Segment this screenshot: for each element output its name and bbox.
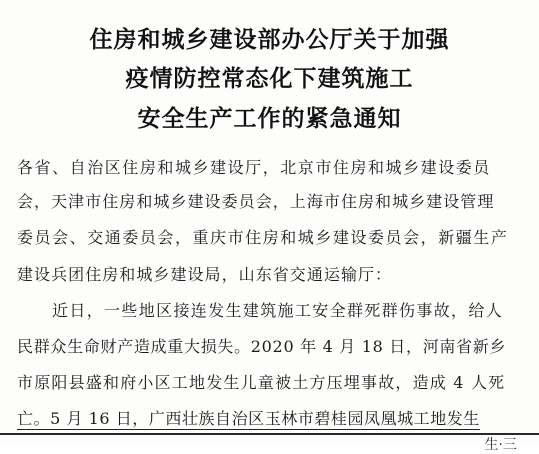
page-cut-rule bbox=[0, 433, 539, 435]
underlined-text: 亡。5 月 16 日，广西壮族自治区玉林市碧桂园凤凰城工地发生 bbox=[17, 409, 480, 428]
body-line-addressees-3: 委员会、交通委员会，重庆市住房和城乡建设委员会，新疆生产 bbox=[17, 228, 509, 247]
body-line-addressees-2: 会，天津市住房和城乡建设委员会，上海市住房和城乡建设管理 bbox=[17, 192, 495, 211]
body-line-addressees-4: 建设兵团住房和城乡建设局，山东省交通运输厅： bbox=[17, 265, 393, 284]
document-title-line-1: 住房和城乡建设部办公厅关于加强 bbox=[89, 27, 450, 53]
document-title-line-3: 安全生产工作的紧急通知 bbox=[137, 106, 402, 132]
body-paragraph-line-3: 市原阳县盛和府小区工地发生儿童被土方压埋事故，造成 4 人死 bbox=[17, 373, 506, 392]
body-paragraph-line-1: 近日，一些地区接连发生建筑施工安全群死群伤事故，给人 bbox=[52, 301, 504, 320]
body-paragraph-line-4 bbox=[17, 406, 539, 429]
body-line-addressees-1: 各省、自治区住房和城乡建设厅，北京市住房和城乡建设委员 bbox=[17, 158, 491, 177]
body-paragraph-line-2: 民群众生命财产造成重大损失。2020 年 4 月 18 日，河南省新乡 bbox=[17, 337, 507, 356]
document-title-line-2: 疫情防控常态化下建筑施工 bbox=[125, 66, 414, 92]
cut-off-text: 生·三 bbox=[484, 437, 517, 453]
